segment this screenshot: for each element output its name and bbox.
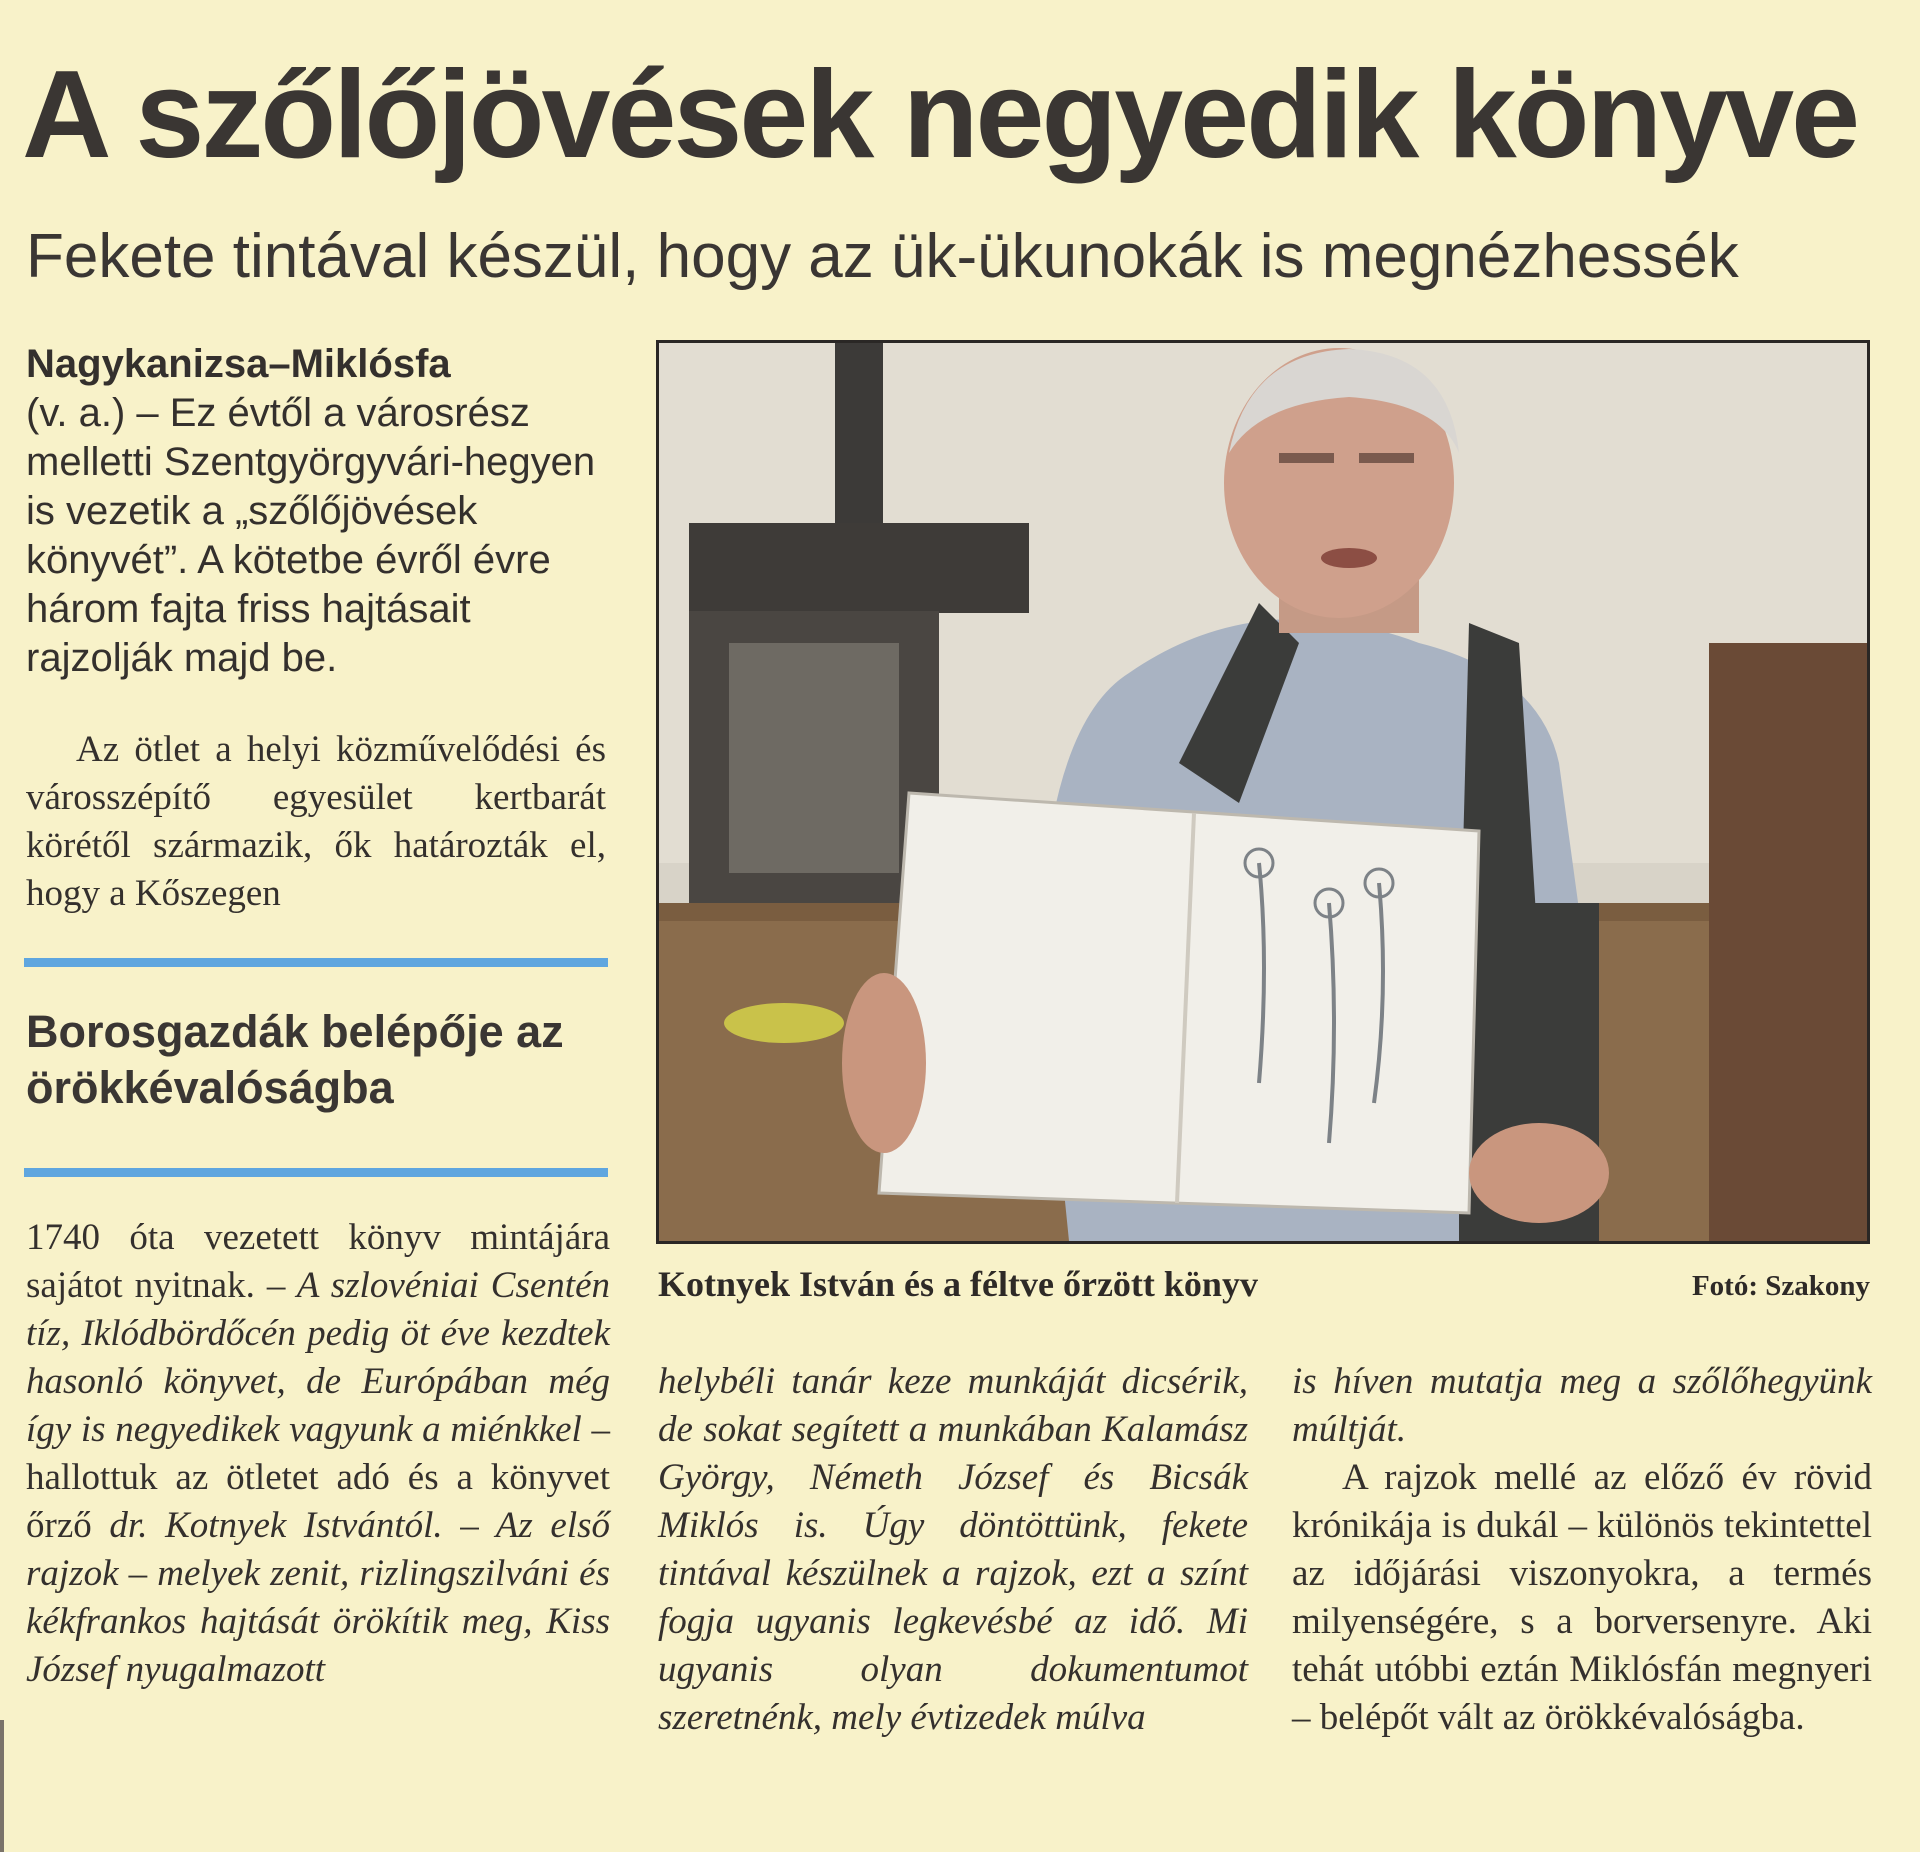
photo-illustration — [659, 343, 1867, 1241]
column1-quote-italic2: dr. Kotnyek Istvántól. – Az első rajzok – melyek zenit, rizlingszilváni és kékfrankos hajtását örökítik meg, Kiss József nyugalmazott — [26, 1505, 610, 1690]
page-edge — [0, 1720, 4, 1852]
hand-left — [842, 973, 926, 1153]
column1-quote-italic: – A szlovéniai Csentén tíz, Iklódbördőcén pedig öt éve kezdtek hasonló könyvet, de Európában még így is negyedikek vagyunk a miénkkel — [26, 1265, 610, 1450]
stove-top — [689, 523, 1029, 613]
stove-pipe — [835, 343, 883, 533]
yellow-object — [724, 1003, 844, 1043]
photo-credit: Fotó: Szakony — [1691, 1270, 1870, 1302]
column1-paragraph2 — [26, 1214, 610, 1694]
box-title: Borosgazdák belépője az örökkévalóságba — [26, 1006, 564, 1113]
stove-glass — [729, 643, 899, 873]
chair — [1709, 643, 1867, 1241]
column3-paragraph1: is híven mutatja meg a szőlőhegyünk múltját. — [1292, 1361, 1872, 1450]
article-photo — [656, 340, 1870, 1244]
photo-caption: Kotnyek István és a féltve őrzött könyv — [658, 1264, 1258, 1304]
headline: A szőlőjövések negyedik könyve — [22, 46, 1858, 184]
column2-text: helybéli tanár keze munkáját dicsérik, de sokat segített a munkában Kalamász György, Németh József és Bicsák Miklós is. Úgy döntöttünk, fekete tintával készülnek a rajzok, ezt a színt fogja ugyanis legkevésbé az idő. Mi ugyanis olyan dokumentumot szeretnénk, mely évtizedek múlva — [658, 1361, 1248, 1738]
mouth — [1321, 548, 1377, 568]
column1-text-upright: 1740 óta vezetett könyv mintájára sajátot nyitnak. — [26, 1217, 610, 1306]
dateline: Nagykanizsa–Miklósfa — [26, 342, 451, 386]
column1-paragraph1: Az ötlet a helyi közművelődési és városszépítő egyesület kertbarát körétől származik, ők határozták el, hogy a Kőszegen — [26, 729, 606, 914]
box-bottom-rule — [24, 1168, 608, 1177]
subheadline: Fekete tintával készül, hogy az ük-ükunokák is megnézhessék — [26, 222, 1739, 291]
column3-paragraph2: A rajzok mellé az előző év rövid krónikája is dukál – különös tekintettel az időjárási viszonyokra, a termés milyenségére, s a borversenyre. Aki tehát utóbbi eztán Miklósfán megnyeri – belépőt vált az örökkévalóságba. — [1292, 1457, 1872, 1738]
column3 — [1292, 1358, 1872, 1742]
lead-paragraph — [26, 340, 626, 683]
column1-text-upright2: – hallottuk az ötletet adó és a könyvet őrző — [26, 1409, 611, 1546]
eyebrow-right — [1359, 453, 1414, 463]
box-top-rule — [24, 958, 608, 967]
lead-text: (v. a.) – Ez évtől a városrész melletti Szentgyörgyvári-hegyen is vezetik a „szőlőjövések könyvét”. A kötetbe évről évre három fajta friss hajtásait rajzolják majd be. — [26, 391, 596, 680]
hand-right — [1469, 1123, 1609, 1223]
eyebrow-left — [1279, 453, 1334, 463]
